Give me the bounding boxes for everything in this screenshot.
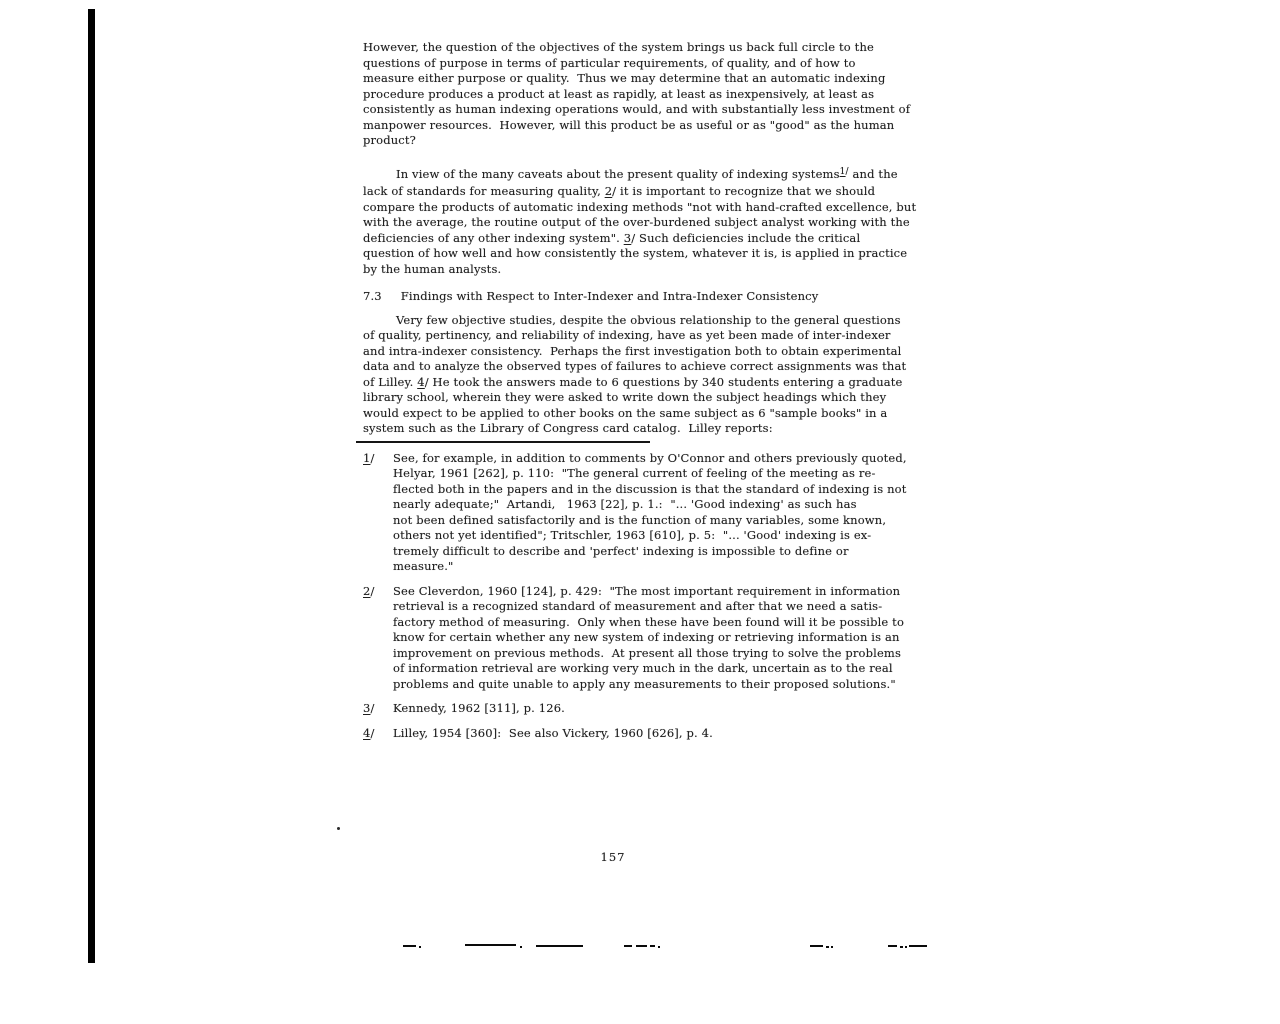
text-line: consistently as human indexing operations would, and with substantially less investment of bbox=[363, 102, 911, 116]
scan-dot-artifact bbox=[337, 827, 340, 830]
footnote-text bbox=[393, 701, 890, 717]
scan-artifact bbox=[536, 945, 583, 947]
text-line: product? bbox=[363, 133, 416, 147]
scan-artifact bbox=[905, 946, 907, 948]
footnote-text bbox=[393, 584, 904, 693]
scan-artifact bbox=[465, 944, 516, 946]
scan-artifact bbox=[888, 945, 897, 947]
text-line: measure." bbox=[393, 559, 454, 573]
text-line: others not yet identified"; Tritschler, 1963 [610], p. 5: "... 'Good' indexing is ex- bbox=[393, 528, 872, 542]
section-number: 7.3 bbox=[363, 289, 382, 303]
text-line: See Cleverdon, 1960 [124], p. 429: "The most important requirement in information bbox=[393, 583, 901, 598]
text-line: flected both in the papers and in the discussion is that the standard of indexing is not bbox=[393, 481, 907, 496]
footnote-ref: 4/ bbox=[417, 374, 429, 389]
text-line: tremely difficult to describe and 'perfect' indexing is impossible to define or bbox=[393, 543, 849, 558]
section-heading bbox=[363, 289, 890, 305]
text-line: and intra-indexer consistency. Perhaps the first investigation both to obtain experimental bbox=[363, 343, 902, 358]
scan-artifact bbox=[658, 946, 660, 948]
text-line: lack of standards for measuring quality, 2/ it is important to recognize that we should bbox=[363, 184, 876, 198]
text-line: However, the question of the objectives of the system brings us back full circle to the bbox=[363, 40, 874, 54]
scan-artifact bbox=[419, 946, 421, 948]
text-line: nearly adequate;" Artandi, 1963 [22], p. 1.: "... 'Good indexing' as such has bbox=[393, 497, 857, 511]
text-column bbox=[363, 40, 917, 750]
scan-artifact bbox=[909, 945, 927, 947]
text-line: measure either purpose or quality. Thus we may determine that an automatic indexing bbox=[363, 71, 886, 85]
text-line: by the human analysts. bbox=[363, 261, 502, 276]
paragraph bbox=[363, 312, 907, 437]
text-line: procedure produces a product at least as rapidly, at least as inexpensively, at least as bbox=[363, 86, 875, 101]
scan-edge-bar bbox=[88, 9, 95, 963]
footnote bbox=[363, 450, 907, 575]
footnote-ref: 3/ bbox=[623, 230, 636, 245]
text-line: improvement on previous methods. At present all those trying to solve the problems bbox=[393, 645, 902, 660]
text-line: manpower resources. However, will this product be as useful or as "good" as the human bbox=[363, 117, 895, 132]
scan-artifact bbox=[900, 946, 903, 948]
text-line: of information retrieval are working very much in the dark, uncertain as to the real bbox=[393, 661, 893, 675]
footnote bbox=[363, 701, 890, 717]
footnote bbox=[363, 583, 905, 693]
footnote-separator bbox=[356, 441, 650, 443]
text-line: compare the products of automatic indexing methods "not with hand-crafted excellence, but bbox=[363, 199, 917, 214]
scan-artifact bbox=[636, 945, 647, 947]
text-line: deficiencies of any other indexing system". 3/ Such deficiencies include the critical bbox=[363, 230, 861, 245]
text-line: would expect to be applied to other books on the same subject as 6 "sample books" in a bbox=[363, 405, 888, 420]
text-line: with the average, the routine output of the over-burdened subject analyst working with the bbox=[363, 215, 910, 229]
paragraph bbox=[363, 166, 917, 278]
footnote-marker: 2/ bbox=[363, 583, 375, 598]
text-line: library school, wherein they were asked to write down the subject headings which they bbox=[363, 390, 887, 404]
text-line: know for certain whether any new system of indexing or retrieving information is an bbox=[393, 630, 900, 644]
text-line: Lilley, 1954 [360]: See also Vickery, 1960 [626], p. 4. bbox=[393, 725, 713, 740]
footnote-text bbox=[393, 726, 890, 742]
text-line: factory method of measuring. Only when these have been found will it be possible to bbox=[393, 614, 905, 629]
scan-artifact bbox=[831, 946, 833, 948]
text-line: Kennedy, 1962 [311], p. 126. bbox=[393, 701, 565, 715]
text-line: questions of purpose in terms of particular requirements, of quality, and of how to bbox=[363, 55, 856, 70]
scan-artifact bbox=[650, 945, 655, 947]
footnote bbox=[363, 726, 890, 742]
scan-artifact bbox=[624, 945, 632, 947]
footnote-marker: 4/ bbox=[363, 725, 375, 740]
text-line: See, for example, in addition to comments by O'Connor and others previously quoted, bbox=[393, 450, 907, 465]
text-line: data and to analyze the observed types of failures to achieve correct assignments was that bbox=[363, 359, 907, 373]
footnote-marker: 3/ bbox=[363, 701, 375, 715]
footnote-ref: 2/ bbox=[604, 184, 617, 198]
text-line: question of how well and how consistently the system, whatever it is, is applied in practice bbox=[363, 246, 908, 260]
footnote-text bbox=[393, 451, 907, 575]
body-text bbox=[363, 40, 917, 437]
scan-artifact bbox=[826, 946, 829, 948]
text-line: problems and quite unable to apply any measurements to their proposed solutions." bbox=[393, 676, 896, 691]
footnote-marker: 1/ bbox=[363, 450, 375, 465]
text-line: Very few objective studies, despite the obvious relationship to the general questions bbox=[396, 312, 901, 327]
scan-artifact bbox=[520, 946, 522, 948]
text-line: system such as the Library of Congress card catalog. Lilley reports: bbox=[363, 421, 773, 435]
page-number: 157 bbox=[600, 850, 626, 864]
scan-artifact bbox=[403, 945, 416, 947]
text-line: In view of the many caveats about the present quality of indexing systems$^{1/}$ and the bbox=[396, 166, 898, 181]
footnotes bbox=[363, 450, 907, 742]
text-line: of Lilley. 4/ He took the answers made to 6 questions by 340 students entering a graduate bbox=[363, 374, 903, 389]
text-line: not been defined satisfactorily and is the function of many variables, some known, bbox=[393, 512, 887, 527]
footnote-ref: 1/ bbox=[839, 166, 849, 177]
text-line: Helyar, 1961 [262], p. 110: "The general current of feeling of the meeting as re- bbox=[393, 466, 876, 480]
scan-artifact bbox=[810, 945, 823, 947]
text-line: retrieval is a recognized standard of measurement and after that we need a satis- bbox=[393, 599, 883, 613]
text-line: of quality, pertinency, and reliability of indexing, have as yet been made of inter-indexer bbox=[363, 328, 891, 342]
paragraph bbox=[363, 40, 911, 149]
section-title: Findings with Respect to Inter-Indexer and Intra-Indexer Consistency bbox=[400, 289, 819, 303]
